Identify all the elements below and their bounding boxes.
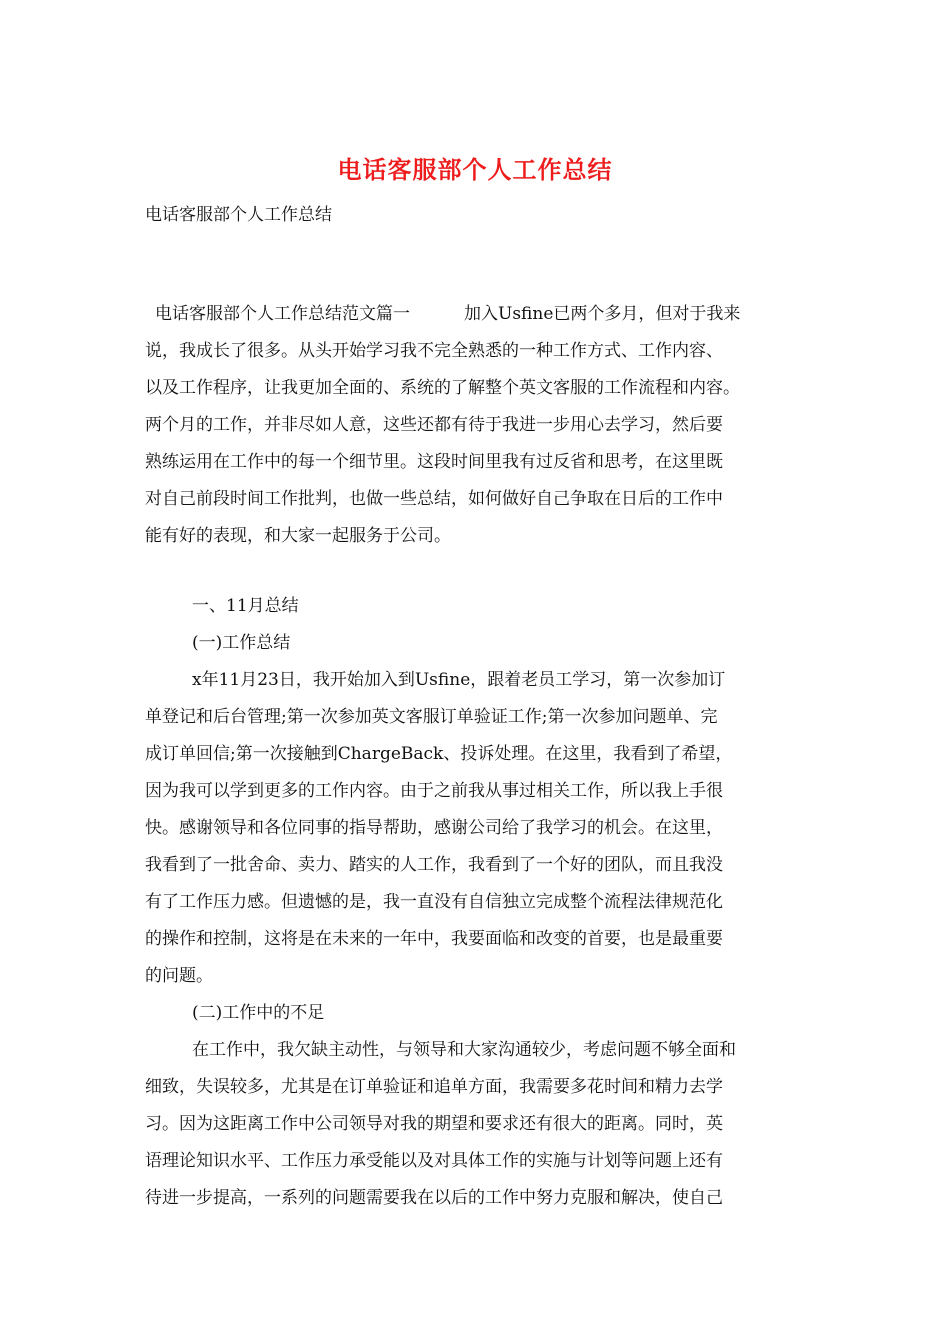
intro-line: 电话客服部个人工作总结范文篇一 加入Usfine已两个多月，但对于我来 <box>155 304 741 324</box>
paragraph-line: 细致，失误较多，尤其是在订单验证和追单方面，我需要多花时间和精力去学 <box>145 1077 723 1097</box>
intro-line: 说，我成长了很多。从头开始学习我不完全熟悉的一种工作方式、工作内容、 <box>145 341 723 361</box>
intro-lead: 电话客服部个人工作总结范文篇一 <box>155 304 410 324</box>
intro-line: 以及工作程序，让我更加全面的、系统的了解整个英文客服的工作流程和内容。 <box>145 378 740 398</box>
section-heading: 一、11月总结 <box>192 596 299 616</box>
paragraph-line: 的问题。 <box>145 966 213 986</box>
paragraph-line: x年11月23日，我开始加入到Usfine，跟着老员工学习，第一次参加订 <box>192 670 726 690</box>
intro-line: 两个月的工作，并非尽如人意，这些还都有待于我进一步用心去学习，然后要 <box>145 415 723 435</box>
intro-paragraph <box>145 296 809 555</box>
paragraph-line: 快。感谢领导和各位同事的指导帮助，感谢公司给了我学习的机会。在这里， <box>145 818 723 838</box>
intro-line: 对自己前段时间工作批判，也做一些总结，如何做好自己争取在日后的工作中 <box>145 489 723 509</box>
paragraph-line: 待进一步提高，一系列的问题需要我在以后的工作中努力克服和解决，使自己 <box>145 1188 723 1208</box>
paragraph-line: 的操作和控制，这将是在未来的一年中，我要面临和改变的首要，也是最重要 <box>145 929 723 949</box>
paragraph-line: 语理论知识水平、工作压力承受能以及对具体工作的实施与计划等问题上还有 <box>145 1151 723 1171</box>
main-content <box>145 588 809 1217</box>
paragraph-line: 因为我可以学到更多的工作内容。由于之前我从事过相关工作，所以我上手很 <box>145 781 723 801</box>
paragraph-line: 成订单回信;第一次接触到ChargeBack、投诉处理。在这里，我看到了希望， <box>145 744 733 764</box>
document-subtitle: 电话客服部个人工作总结 <box>145 205 332 225</box>
paragraph-line: 我看到了一批舍命、卖力、踏实的人工作，我看到了一个好的团队，而且我没 <box>145 855 723 875</box>
paragraph-line: 单登记和后台管理;第一次参加英文客服订单验证工作;第一次参加问题单、完 <box>145 707 718 727</box>
intro-line: 能有好的表现，和大家一起服务于公司。 <box>145 526 451 546</box>
paragraph-line: 有了工作压力感。但遗憾的是，我一直没有自信独立完成整个流程法律规范化 <box>145 892 723 912</box>
subsection-heading: (二)工作中的不足 <box>192 1003 325 1023</box>
subsection-heading: (一)工作总结 <box>192 633 291 653</box>
paragraph-line: 习。因为这距离工作中公司领导对我的期望和要求还有很大的距离。同时，英 <box>145 1114 723 1134</box>
paragraph-line: 在工作中，我欠缺主动性，与领导和大家沟通较少，考虑问题不够全面和 <box>192 1040 736 1060</box>
document-title: 电话客服部个人工作总结 <box>337 155 613 184</box>
intro-line: 熟练运用在工作中的每一个细节里。这段时间里我有过反省和思考，在这里既 <box>145 452 723 472</box>
